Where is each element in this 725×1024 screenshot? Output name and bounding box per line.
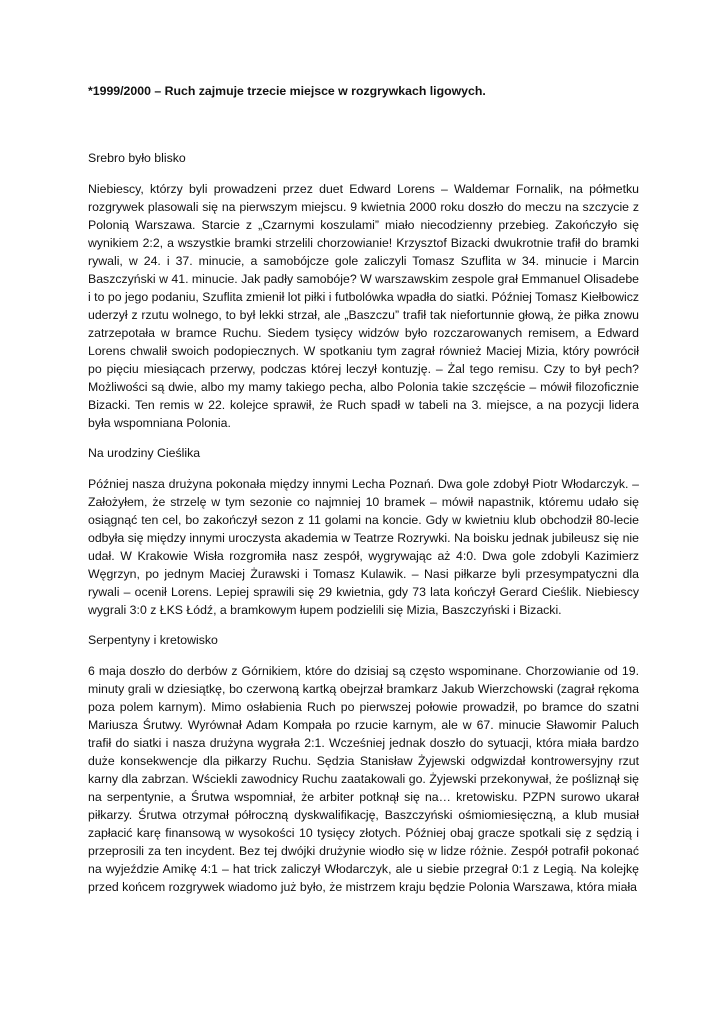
section-paragraph: Później nasza drużyna pokonała między innymi Lecha Poznań. Dwa gole zdobył Piotr Włodarczyk. – Założyłem, że strzelę w tym sezonie co najmniej 10 bramek – mówił napastnik, któremu udało się osiągnąć ten cel, bo zakończył sezon z 11 golami na koncie. Gdy w kwietniu klub obchodził 80-lecie odbyła się między innymi uroczysta akademia w Teatrze Rozrywki. Na boisku jednak jubileusz się nie udał. W Krakowie Wisła rozgromiła nasz zespół, wygrywając aż 4:0. Dwa gole zdobyli Kazimierz Węgrzyn, po jednym Maciej Żurawski i Tomasz Kulawik. – Nasi piłkarze byli przesympatyczni dla rywali – ocenił Lorens. Lepiej sprawili się 29 kwietnia, gdy 73 lata kończył Gerard Cieślik. Niebiescy wygrali 3:0 z ŁKS Łódź, a bramkowym łupem podzielili się Mizia, Baszczyński i Bizacki. — [88, 477, 639, 617]
section-subheading: Srebro było blisko — [88, 151, 186, 165]
section-subheading: Na urodziny Cieślika — [88, 446, 201, 460]
section-paragraph: 6 maja doszło do derbów z Górnikiem, które do dzisiaj są często wspominane. Chorzowianie od 19. minuty grali w dziesiątkę, bo czerwoną kartką obejrzał bramkarz Jakub Wierzchowski (zagrał rękoma poza polem karnym). Mimo osłabienia Ruch po pierwszej połowie prowadził, po bramce do szatni Mariusza Śrutwy. Wyrównał Adam Kompała po rzucie karnym, ale w 67. minucie Sławomir Paluch trafił do siatki i nasza drużyna wygrała 2:1. Wcześniej jednak doszło do sytuacji, która miała bardzo duże konsekwencje dla piłkarzy Ruchu. Sędzia Stanisław Żyjewski odgwizdał kontrowersyjny rzut karny dla zabrzan. Wściekli zawodnicy Ruchu zaatakowali go. Żyjewski przekonywał, że pośliznął się na serpentynie, a Śrutwa wspomniał, że arbiter potknął się na… kretowisku. PZPN surowo ukarał piłkarzy. Śrutwa otrzymał półroczną dyskwalifikację, Baszczyński ośmiomiesięczną, a klub musiał zapłacić karę finansową w wysokości 10 tysięcy złotych. Później obaj gracze spotkali się z sędzią i przeprosili za ten incydent. Bez tej dwójki drużynie wiodło się w lidze różnie. Zespół potrafił pokonać na wyjeździe Amikę 4:1 – hat trick zaliczył Włodarczyk, ale u siebie przegrał 0:1 z Legią. Na kolejkę przed końcem rozgrywek wiadomo już było, że mistrzem kraju będzie Polonia Warszawa, która miała — [88, 664, 639, 894]
section-subheading: Serpentyny i kretowisko — [88, 633, 218, 647]
section-paragraph: Niebiescy, którzy byli prowadzeni przez duet Edward Lorens – Waldemar Fornalik, na półmetku rozgrywek plasowali się na pierwszym miejscu. 9 kwietnia 2000 roku doszło do meczu na szczycie z Polonią Warszawa. Starcie z „Czarnymi koszulami” miało niecodzienny przebieg. Zakończyło się wynikiem 2:2, a wszystkie bramki strzelili chorzowianie! Krzysztof Bizacki dwukrotnie trafił do bramki rywali, w 24. i 37. minucie, a samobójcze gole zaliczyli Tomasz Szuflita w 34. minucie i Marcin Baszczyński w 41. minucie. Jak padły samobóje? W warszawskim zespole grał Emmanuel Olisadebe i to po jego podaniu, Szuflita zmienił lot piłki i futbolówka wpadła do siatki. Później Tomasz Kiełbowicz uderzył z rzutu wolnego, to był lekki strzał, ale „Baszczu” trafił tak niefortunnie głową, że piłka znowu zatrzepotała w bramce Ruchu. Siedem tysięcy widzów było rozczarowanych remisem, a Edward Lorens chwalił swoich podopiecznych. W spotkaniu tym zagrał również Maciej Mizia, który powrócił po pięciu miesiącach przerwy, podczas której leczył kontuzję. – Żal tego remisu. Czy to był pech? Możliwości są dwie, albo my mamy takiego pecha, albo Polonia takie szczęście – mówił filozoficznie Bizacki. Ten remis w 22. kolejce sprawił, że Ruch spadł w tabeli na 3. miejsce, a na pozycji lidera była wspomniana Polonia. — [88, 182, 639, 430]
document-heading: *1999/2000 – Ruch zajmuje trzecie miejsce w rozgrywkach ligowych. — [88, 84, 486, 98]
document-page — [88, 82, 639, 908]
